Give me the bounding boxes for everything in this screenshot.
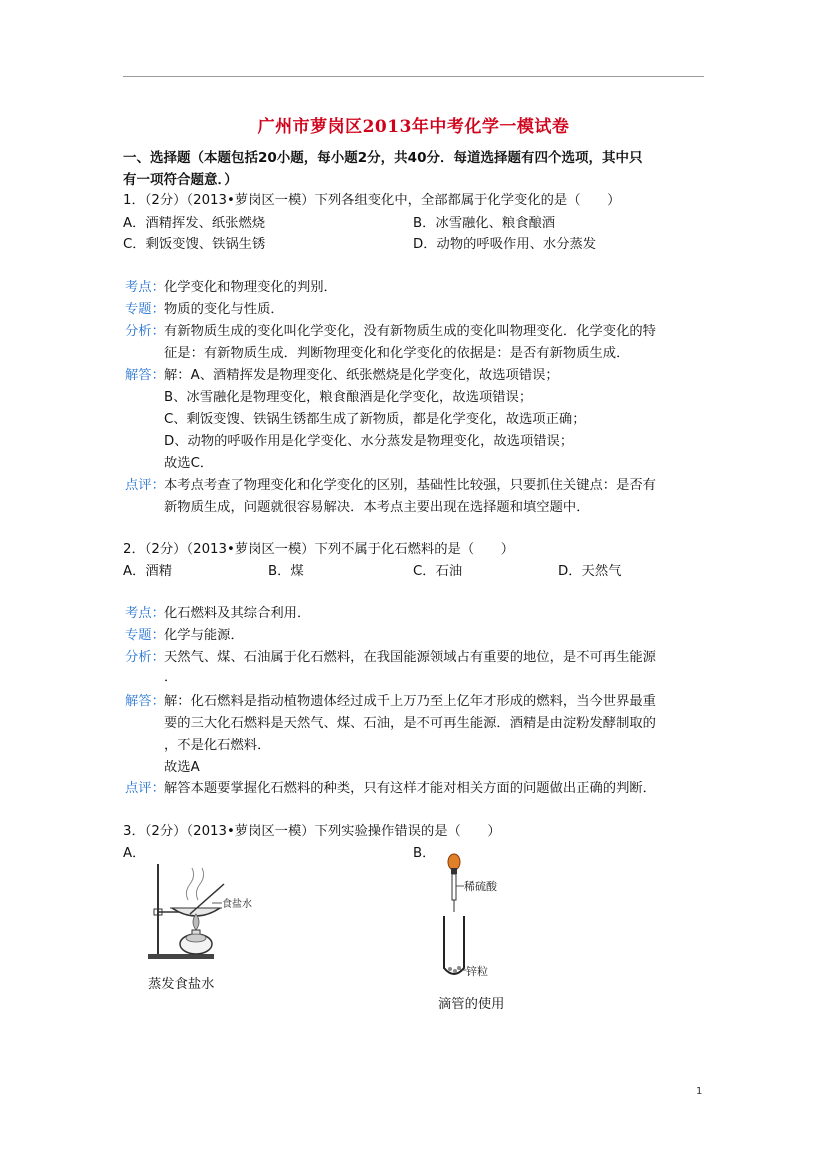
q2-jieda-line4: 故选A: [164, 760, 200, 775]
q1-fenxi-label: 分析：: [125, 324, 165, 339]
q1-dianping-line1: 本考点考查了物理变化和化学变化的区别，基础性比较强，只要抓住关键点：是否有: [164, 478, 656, 493]
q1-option-b: B．冰雪融化、粮食酿酒: [413, 216, 556, 231]
figB-label-bottom: 锌粒: [466, 965, 488, 978]
page-title: 广州市萝岗区2013年中考化学一模试卷: [257, 117, 570, 137]
q1-kaodian-label: 考点：: [125, 280, 165, 295]
q2-option-d: D．天然气: [558, 564, 622, 579]
figA-label: 食盐水: [222, 899, 252, 910]
q1-option-d: D．动物的呼吸作用、水分蒸发: [413, 237, 597, 252]
q2-fenxi-label: 分析：: [125, 650, 165, 665]
q1-jieda-line4: D、动物的呼吸作用是化学变化、水分蒸发是物理变化，故选项错误；: [164, 434, 574, 449]
q2-fenxi-line2: ．: [164, 670, 178, 685]
header-rule: [123, 76, 704, 77]
q2-option-b: B．煤: [268, 564, 304, 579]
q3-option-a: A．: [123, 846, 146, 861]
q3-option-b: B．: [413, 846, 436, 861]
q1-dianping-label: 点评：: [125, 478, 165, 493]
q1-jieda-line2: B、冰雪融化是物理变化，粮食酿酒是化学变化，故选项错误；: [164, 390, 533, 405]
q1-stem: 1．（2分）（2013•萝岗区一模）下列各组变化中，全部都属于化学变化的是（ ）: [123, 193, 621, 208]
section-heading-line1: 一、选择题（本题包括20小题，每小题2分，共40分．每道选择题有四个选项，其中只: [123, 150, 643, 166]
q1-kaodian-text: 化学变化和物理变化的判别．: [164, 280, 337, 295]
q2-dianping-line1: 解答本题要掌握化石燃料的种类，只有这样才能对相关方面的问题做出正确的判断．: [164, 781, 656, 796]
q1-option-c: C．剩饭变馊、铁锅生锈: [123, 237, 266, 252]
q2-fenxi-line1: 天然气、煤、石油属于化石燃料，在我国能源领域占有重要的地位，是不可再生能源: [164, 650, 656, 665]
section-heading-line2: 有一项符合题意．）: [123, 172, 238, 188]
q1-zhuanti-label: 专题：: [125, 302, 165, 317]
q1-jieda-line3: C、剩饭变馊、铁锅生锈都生成了新物质，都是化学变化，故选项正确；: [164, 412, 586, 427]
q2-option-a: A．酒精: [123, 564, 172, 579]
q2-zhuanti-label: 专题：: [125, 628, 165, 643]
q1-option-a: A．酒精挥发、纸张燃烧: [123, 216, 266, 231]
q2-kaodian-label: 考点：: [125, 606, 165, 621]
dropper-test-tube-figure: [430, 850, 510, 982]
page-number: 1: [696, 1086, 703, 1097]
q1-zhuanti-text: 物质的变化与性质．: [164, 302, 284, 317]
figB-label-top: 稀硫酸: [464, 880, 497, 893]
q1-fenxi-line2: 征是：有新物质生成．判断物理变化和化学变化的依据是：是否有新物质生成．: [164, 346, 630, 361]
figB-caption: 滴管的使用: [438, 997, 505, 1012]
q2-jieda-line3: ，不是化石燃料．: [164, 738, 271, 753]
q3-stem: 3．（2分）（2013•萝岗区一模）下列实验操作错误的是（ ）: [123, 824, 501, 839]
q2-jieda-line1: 解：化石燃料是指动植物遗体经过成千上万乃至上亿年才形成的燃料，当今世界最重: [164, 694, 656, 709]
q2-dianping-label: 点评：: [125, 781, 165, 796]
q1-jieda-line5: 故选C．: [164, 456, 214, 471]
evaporation-apparatus-figure: [140, 856, 260, 976]
q2-stem: 2．（2分）（2013•萝岗区一模）下列不属于化石燃料的是（ ）: [123, 542, 515, 557]
figA-caption: 蒸发食盐水: [148, 977, 215, 992]
q1-jieda-line1: 解：A、酒精挥发是物理变化、纸张燃烧是化学变化，故选项错误；: [164, 368, 559, 383]
q2-option-c: C．石油: [413, 564, 463, 579]
q2-zhuanti-text: 化学与能源．: [164, 628, 244, 643]
q1-dianping-line2: 新物质生成，问题就很容易解决．本考点主要出现在选择题和填空题中．: [164, 500, 590, 515]
q1-fenxi-line1: 有新物质生成的变化叫化学变化，没有新物质生成的变化叫物理变化．化学变化的特: [164, 324, 656, 339]
q2-jieda-line2: 要的三大化石燃料是天然气、煤、石油，是不可再生能源．酒精是由淀粉发酵制取的: [164, 716, 656, 731]
q1-jieda-label: 解答：: [125, 368, 165, 383]
q2-kaodian-text: 化石燃料及其综合利用．: [164, 606, 311, 621]
q2-jieda-label: 解答：: [125, 694, 165, 709]
